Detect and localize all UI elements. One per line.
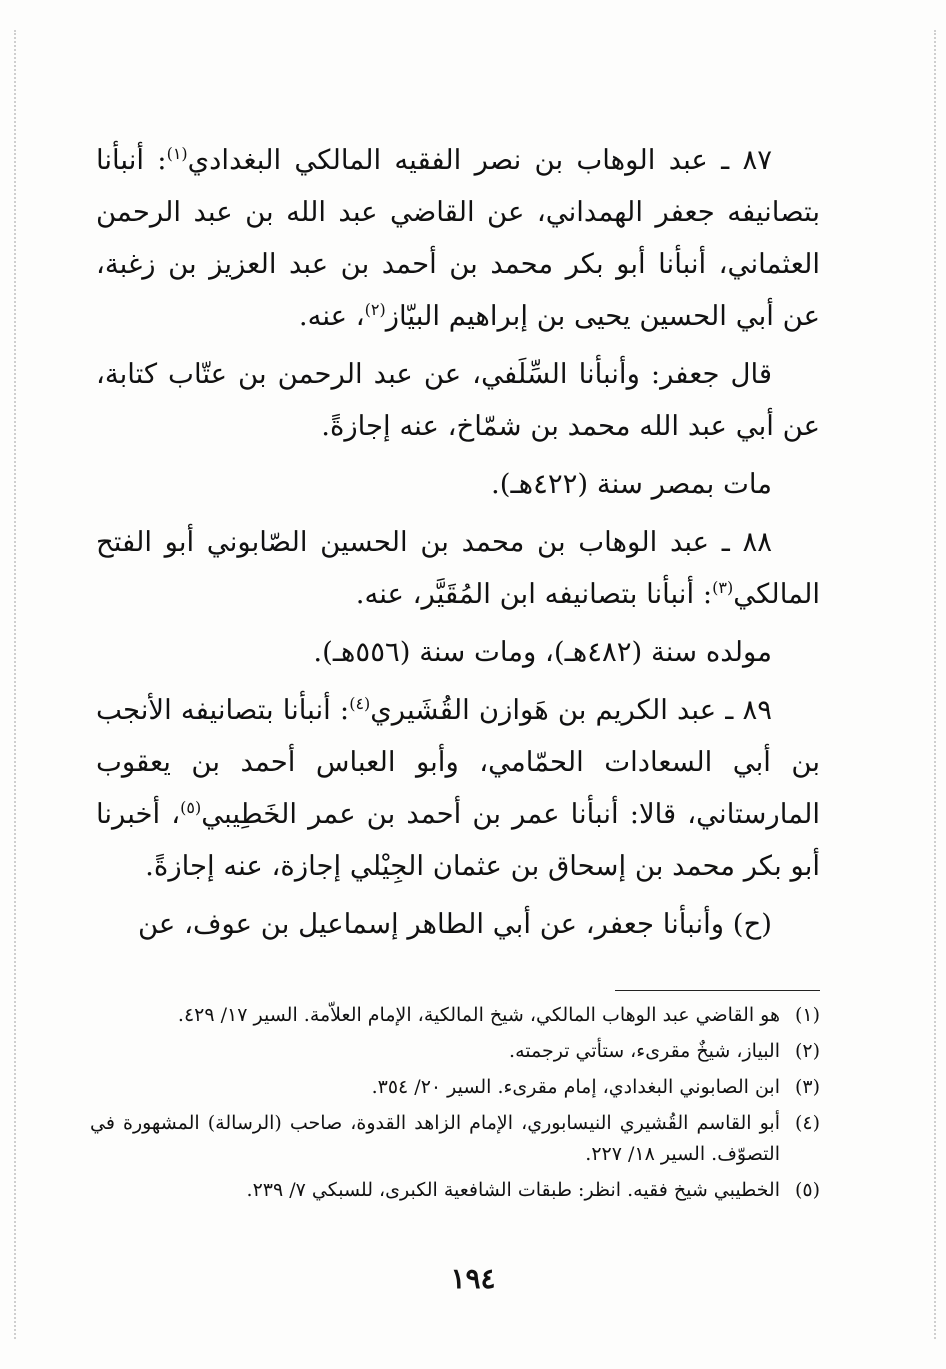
footnote-5 [90, 1175, 820, 1206]
footnote-number: (٥) [794, 1179, 820, 1201]
footnote-ref-3[interactable]: (٣) [712, 577, 734, 597]
footnote-2 [90, 1036, 820, 1067]
entry-88-body: : أنبأنا بتصانيفه ابن المُقَيَّر، عنه. [355, 578, 713, 610]
footnote-ref-1[interactable]: (١) [166, 143, 188, 163]
footnote-ref-4[interactable]: (٤) [349, 693, 371, 713]
main-text [96, 128, 820, 956]
footnote-number: (٢) [794, 1040, 820, 1062]
entry-88 [96, 516, 820, 620]
footnote-ref-2[interactable]: (٢) [364, 299, 386, 319]
footnote-text: الخطيبي شيخ فقيه. انظر: طبقات الشافعية الكبرى، للسبكي ٧/ ٢٣٩. [246, 1179, 780, 1201]
entry-87-end: ، عنه. [298, 300, 365, 332]
entry-89-heading: ٨٩ ـ عبد الكريم بن هَوازن القُشَيري [370, 694, 773, 726]
footnote-ref-5[interactable]: (٥) [180, 797, 202, 817]
right-margin-dots [934, 30, 936, 1339]
footnote-number: (٤) [794, 1112, 820, 1134]
entry-88-dates: مولده سنة (٤٨٢هـ)، ومات سنة (٥٥٦هـ). [313, 636, 772, 668]
footnote-3 [90, 1072, 820, 1103]
entry-88-heading: ٨٨ ـ عبد الوهاب بن محمد بن الحسين الصّابوني أبو الفتح المالكي [96, 526, 820, 610]
footnotes [90, 1000, 820, 1211]
entry-87-heading: ٨٧ ـ عبد الوهاب بن نصر الفقيه المالكي البغدادي [187, 144, 772, 176]
entry-89 [96, 684, 820, 892]
entry-87-body: : أنبأنا بتصانيفه جعفر الهمداني، عن القاضي عبد الله بن عبد الرحمن العثماني، أنبأنا أبو بكر محمد بن أحمد بن عبد العزيز بن زغبة، عن أبي الحسين يحيى بن إبراهيم البيّاز [96, 144, 820, 332]
footnote-text: ابن الصابوني البغدادي، إمام مقرىء. السير ٢٠/ ٣٥٤. [371, 1076, 780, 1098]
entry-87 [96, 134, 820, 342]
footnote-number: (١) [794, 1004, 820, 1026]
entry-89-second-chain: (ح) وأنبأنا جعفر، عن أبي الطاهر إسماعيل بن عوف، عن [137, 908, 772, 940]
entry-87-second-chain: قال جعفر: وأنبأنا السِّلَفي، عن عبد الرحمن بن عتّاب كتابة، عن أبي عبد الله محمد بن شمّاخ، عنه إجازةً. [96, 358, 820, 442]
page-number: ١٩٤ [450, 1262, 496, 1295]
footnote-text: هو القاضي عبد الوهاب المالكي، شيخ المالكية، الإمام العلاّمة. السير ١٧/ ٤٢٩. [177, 1004, 780, 1026]
footnote-text: أبو القاسم القُشيري النيسابوري، الإمام الزاهد القدوة، صاحب (الرسالة) المشهورة في التصوّف. السير ١٨/ ٢٢٧. [90, 1112, 780, 1165]
footnote-number: (٣) [794, 1076, 820, 1098]
footnote-text: البياز، شيخٌ مقرىء، ستأتي ترجمته. [509, 1040, 780, 1062]
entry-89-body: : أنبأنا بتصانيفه الأنجب بن أبي السعادات الحمّامي، وأبو العباس أحمد بن يعقوب المارستاني، قالا: أنبأنا عمر بن أحمد بن عمر الخَطِيبي [96, 694, 820, 830]
entry-87-death: مات بمصر سنة (٤٢٢هـ). [491, 468, 772, 500]
footnote-4 [90, 1108, 820, 1170]
left-margin-dots [14, 30, 16, 1339]
footnote-1 [90, 1000, 820, 1031]
footnote-divider [615, 990, 820, 991]
entry-89-body-end: ، أخبرنا أبو بكر محمد بن إسحاق بن عثمان الجِيْلي إجازة، عنه إجازةً. [96, 798, 820, 882]
